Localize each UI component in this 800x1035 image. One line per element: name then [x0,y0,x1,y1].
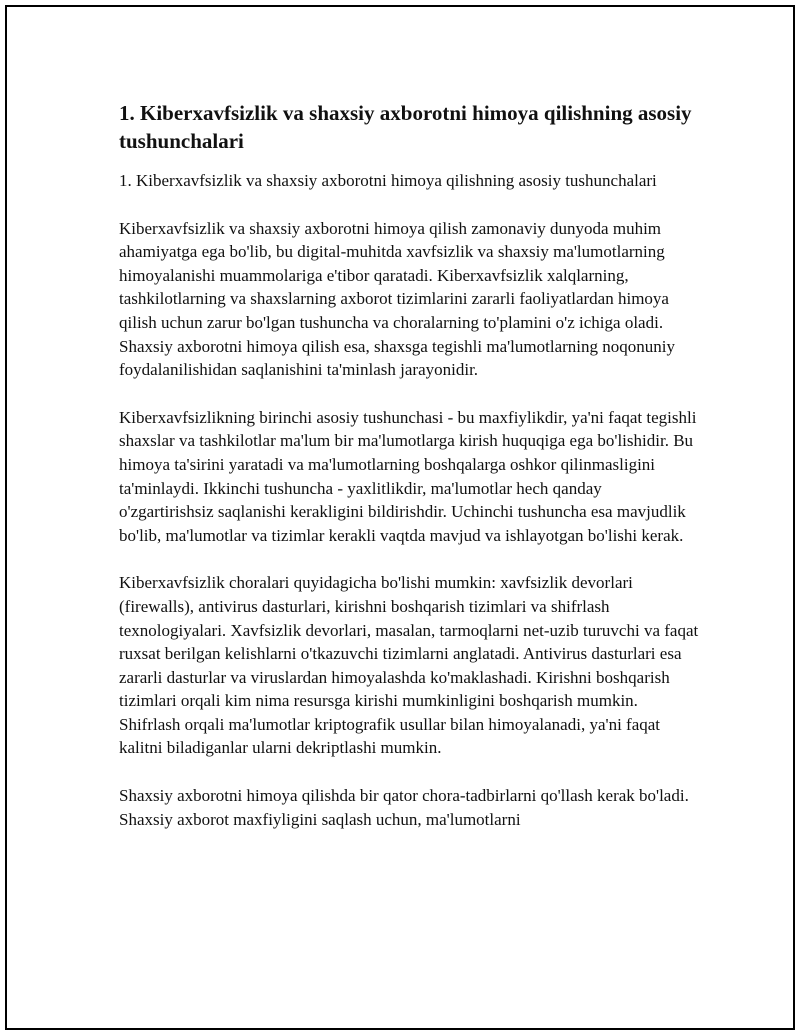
document-subtitle: 1. Kiberxavfsizlik va shaxsiy axborotni himoya qilishning asosiy tushunchalari [119,171,657,190]
document-page [5,5,795,1030]
paragraph-3: Kiberxavfsizlik choralari quyidagicha bo'lishi mumkin: xavfsizlik devorlari (firewalls), antivirus dasturlari, kirishni boshqarish tizimlari va shifrlash texnologiyalari. Xavfsizlik devorlari, masalan, tarmoqlarni net-uzib turuvchi va faqat ruxsat berilgan kelishlarni o'tkazuvchi tizimlarni anglatadi. Antivirus dasturlari esa zararli dasturlar va viruslardan himoyalashda ko'maklashadi. Kirishni boshqarish tizimlari orqali kim nima resursga kirishi mumkinligini boshqarish mumkin. Shifrlash orqali ma'lumotlar kriptografik usullar bilan himoyalanadi, ya'ni faqat kalitni biladiganlar ularni dekriptlashi mumkin. [119,573,699,758]
paragraph-4: Shaxsiy axborotni himoya qilishda bir qator chora-tadbirlarni qo'llash kerak bo'ladi. Shaxsiy axborot maxfiyligini saqlash uchun, ma'lumotlarni [119,786,689,829]
document-heading: 1. Kiberxavfsizlik va shaxsiy axborotni himoya qilishning asosiy tushunchalari [119,101,692,153]
paragraph-2: Kiberxavfsizlikning birinchi asosiy tushunchasi - bu maxfiylikdir, ya'ni faqat tegishli shaxslar va tashkilotlar ma'lum bir ma'lumotlarga kirish huquqiga ega bo'lishidir. Bu himoya ta'sirini yaratadi va ma'lumotlarning boshqalarga oshkor qilinmasligini ta'minlaydi. Ikkinchi tushuncha - yaxlitlikdir, ma'lumotlar hech qanday o'zgartirishsiz saqlanishi kerakligini bildirishdir. Uchinchi tushuncha esa mavjudlik bo'lib, ma'lumotlar va tizimlar kerakli vaqtda mavjud va ishlayotgan bo'lishi kerak. [119,407,697,545]
paragraph-1: Kiberxavfsizlik va shaxsiy axborotni himoya qilish zamonaviy dunyoda muhim ahamiyatga ega bo'lib, bu digital-muhitda xavfsizlik va shaxsiy ma'lumotlarning himoyalanishi muammolariga e'tibor qaratadi. Kiberxavfsizlik xalqlarning, tashkilotlarning va shaxslarning axborot tizimlarini zararli faoliyatlardan himoya qilish uchun zarur bo'lgan tushuncha va choralarning to'plamini o'z ichiga oladi. Shaxsiy axborotni himoya qilish esa, shaxsga tegishli ma'lumotlarning noqonuniy foydalanilishidan saqlanishini ta'minlash jarayonidir. [119,218,675,380]
document-content [119,99,699,855]
